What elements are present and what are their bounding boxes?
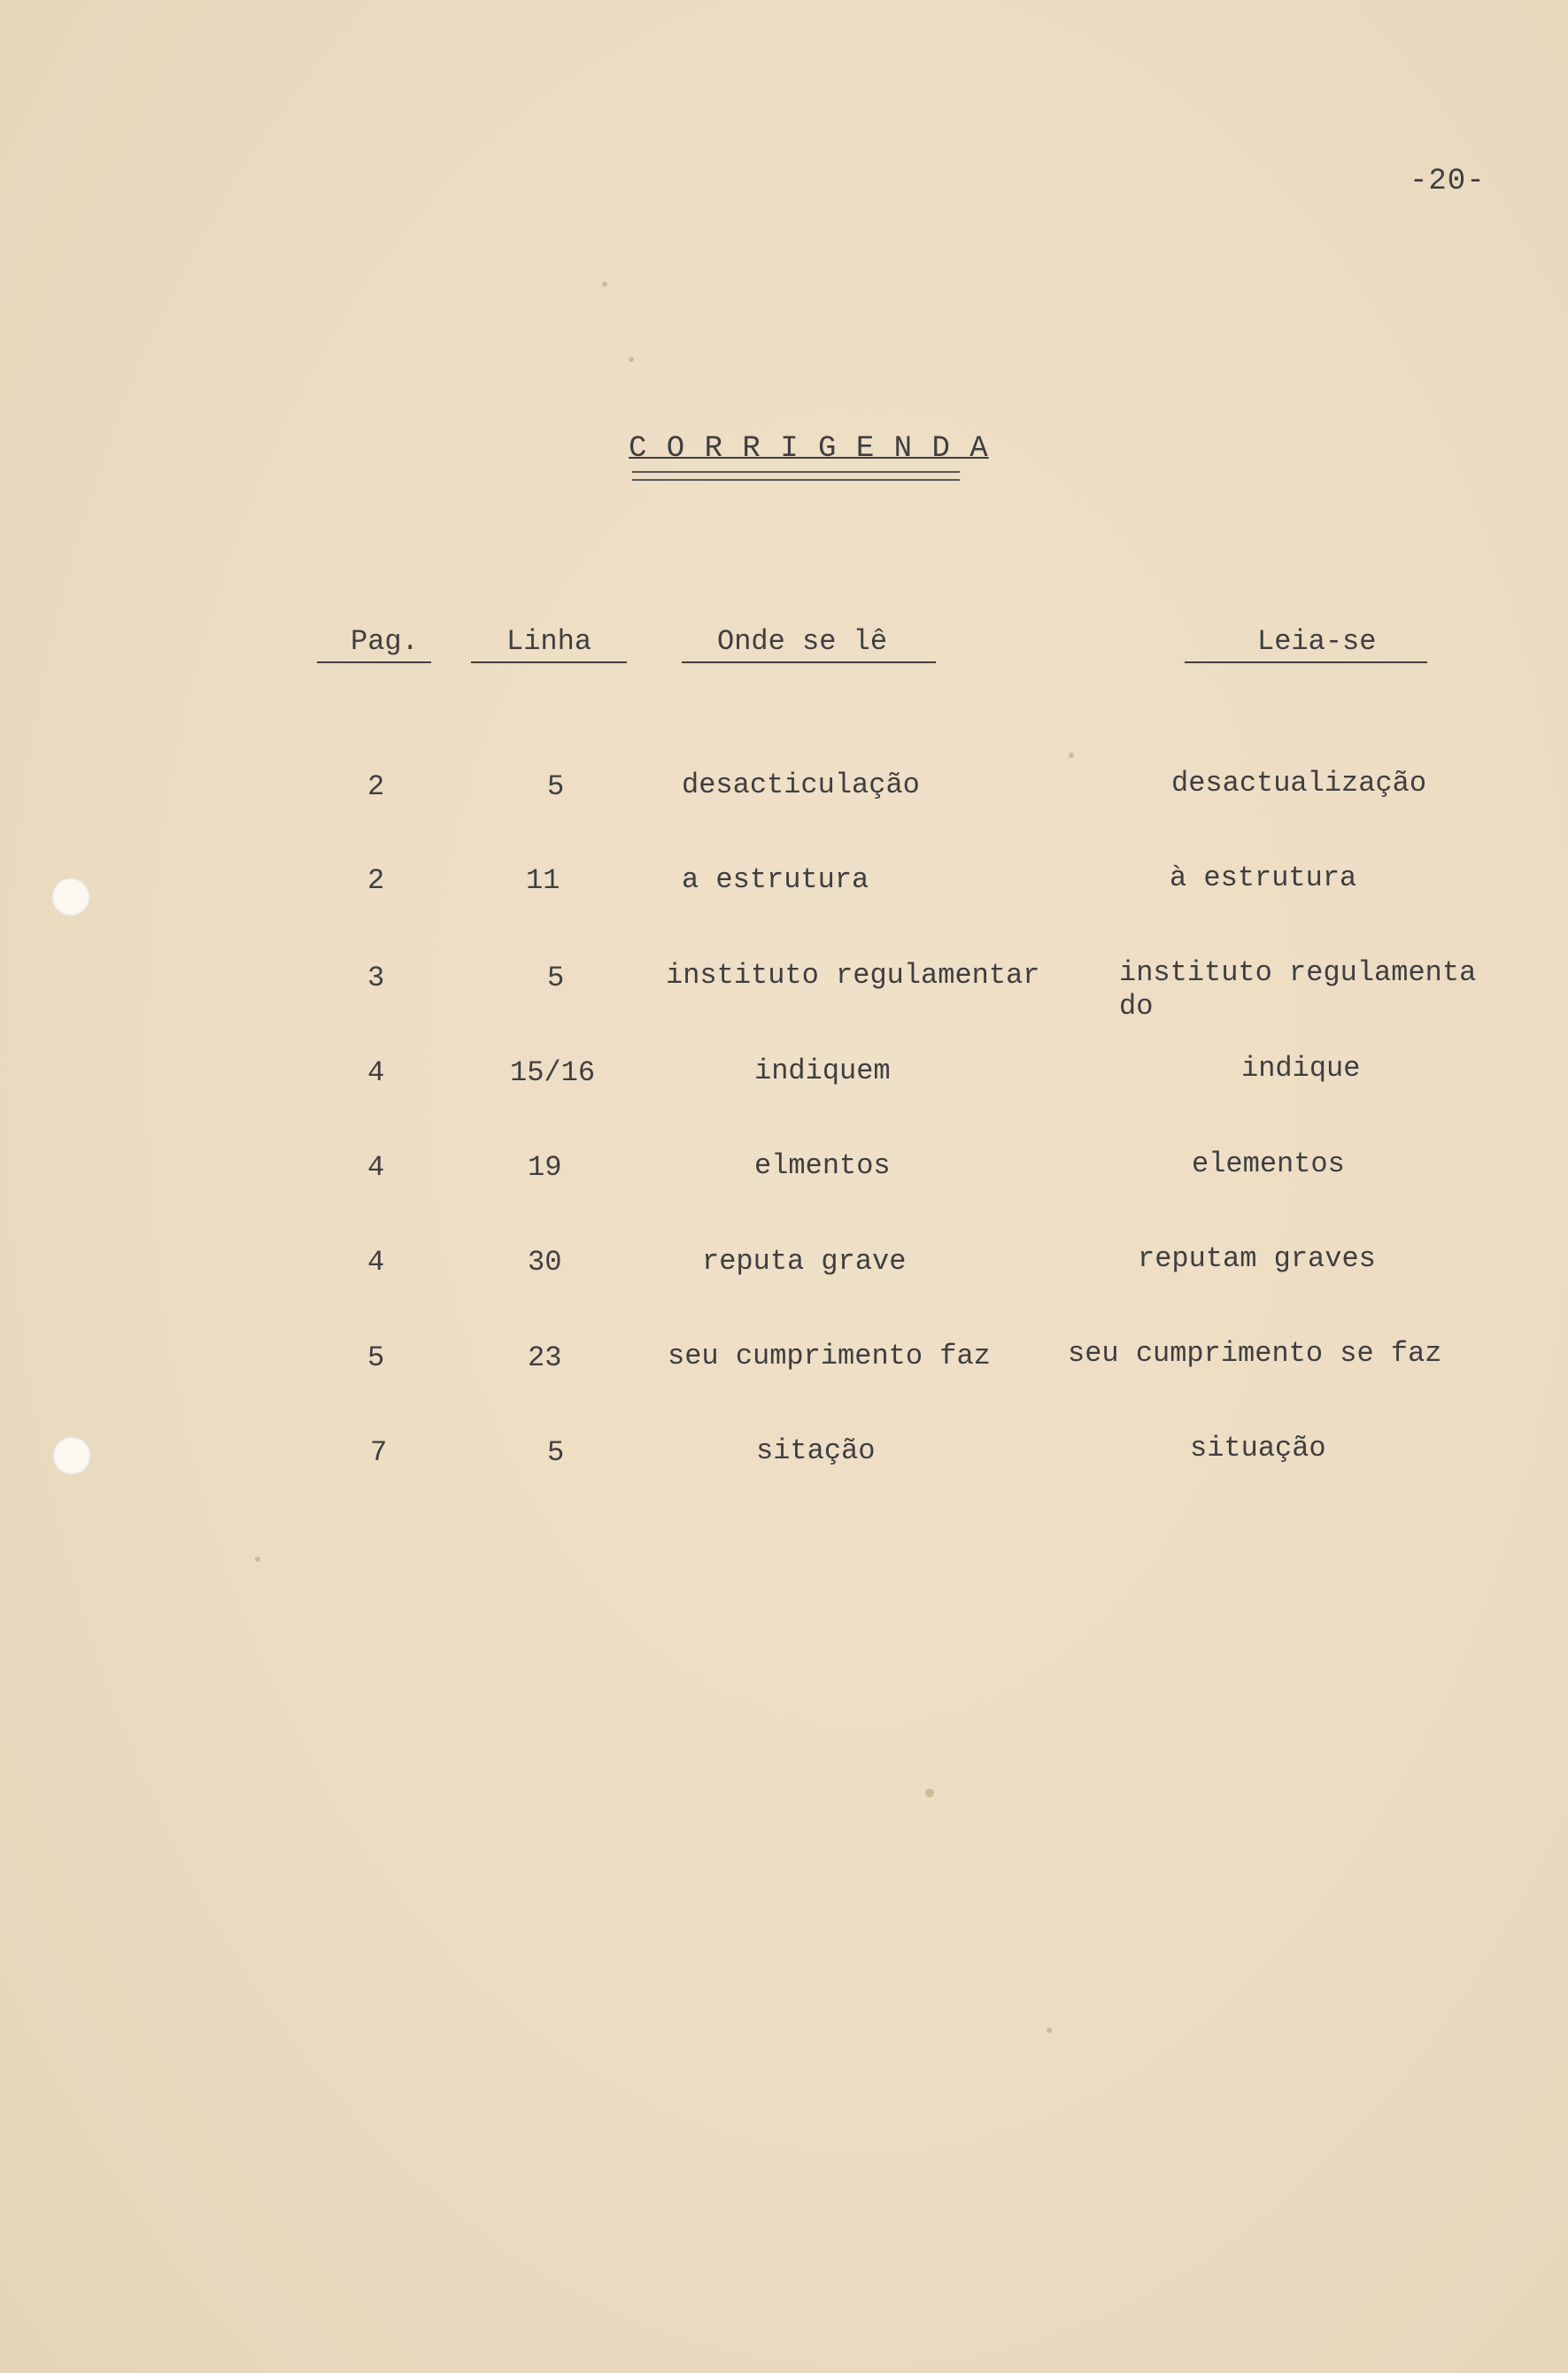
- header-onde-se-le: Onde se lê: [682, 625, 936, 663]
- cell-linha: 5: [547, 1436, 565, 1469]
- document-title: C O R R I G E N D A: [629, 432, 989, 466]
- cell-pag: 4: [367, 1151, 385, 1184]
- page-number: -20-: [1410, 165, 1486, 198]
- cell-linha: 19: [528, 1151, 562, 1184]
- cell-linha: 30: [528, 1246, 562, 1279]
- cell-pag: 5: [367, 1341, 385, 1374]
- cell-leia: situação: [1190, 1432, 1326, 1465]
- cell-leia-continuation: do: [1119, 990, 1154, 1023]
- cell-onde: sitação: [756, 1434, 876, 1467]
- cell-leia: seu cumprimento se faz: [1068, 1337, 1442, 1370]
- cell-leia: instituto regulamenta: [1119, 956, 1477, 989]
- cell-pag: 4: [367, 1246, 385, 1279]
- paper-speck: [255, 1557, 260, 1562]
- cell-pag: 3: [367, 962, 385, 994]
- cell-linha: 5: [547, 962, 565, 994]
- cell-onde: elmentos: [754, 1149, 891, 1182]
- cell-pag: 4: [367, 1056, 385, 1089]
- cell-pag: 2: [367, 864, 385, 897]
- punch-hole-top: [51, 877, 90, 916]
- header-pag: Pag.: [317, 625, 431, 663]
- cell-linha: 15/16: [510, 1056, 596, 1089]
- cell-onde: desacticulação: [682, 769, 920, 801]
- punch-hole-bottom: [52, 1436, 91, 1475]
- paper-speck: [1047, 2028, 1052, 2033]
- cell-onde: instituto regulamentar: [666, 959, 1040, 992]
- header-linha: Linha: [471, 625, 627, 663]
- cell-onde: indiquem: [754, 1055, 891, 1087]
- cell-onde: a estrutura: [682, 863, 869, 896]
- cell-leia: desactualização: [1171, 767, 1427, 800]
- header-leia-se: Leia-se: [1185, 625, 1427, 663]
- cell-onde: seu cumprimento faz: [668, 1340, 991, 1372]
- paper-speck: [602, 282, 607, 287]
- cell-linha: 23: [528, 1341, 562, 1374]
- cell-leia: à estrutura: [1170, 862, 1357, 894]
- cell-leia: elementos: [1192, 1148, 1345, 1180]
- cell-leia: reputam graves: [1138, 1242, 1376, 1275]
- cell-linha: 5: [547, 770, 565, 803]
- paper-speck: [629, 357, 634, 362]
- cell-pag: 7: [370, 1436, 388, 1469]
- title-double-underline: [632, 471, 960, 481]
- paper-speck: [1069, 753, 1074, 758]
- paper-speck: [925, 1789, 934, 1797]
- cell-onde: reputa grave: [702, 1245, 907, 1278]
- cell-pag: 2: [367, 770, 385, 803]
- cell-linha: 11: [526, 864, 560, 897]
- cell-leia: indique: [1241, 1052, 1361, 1085]
